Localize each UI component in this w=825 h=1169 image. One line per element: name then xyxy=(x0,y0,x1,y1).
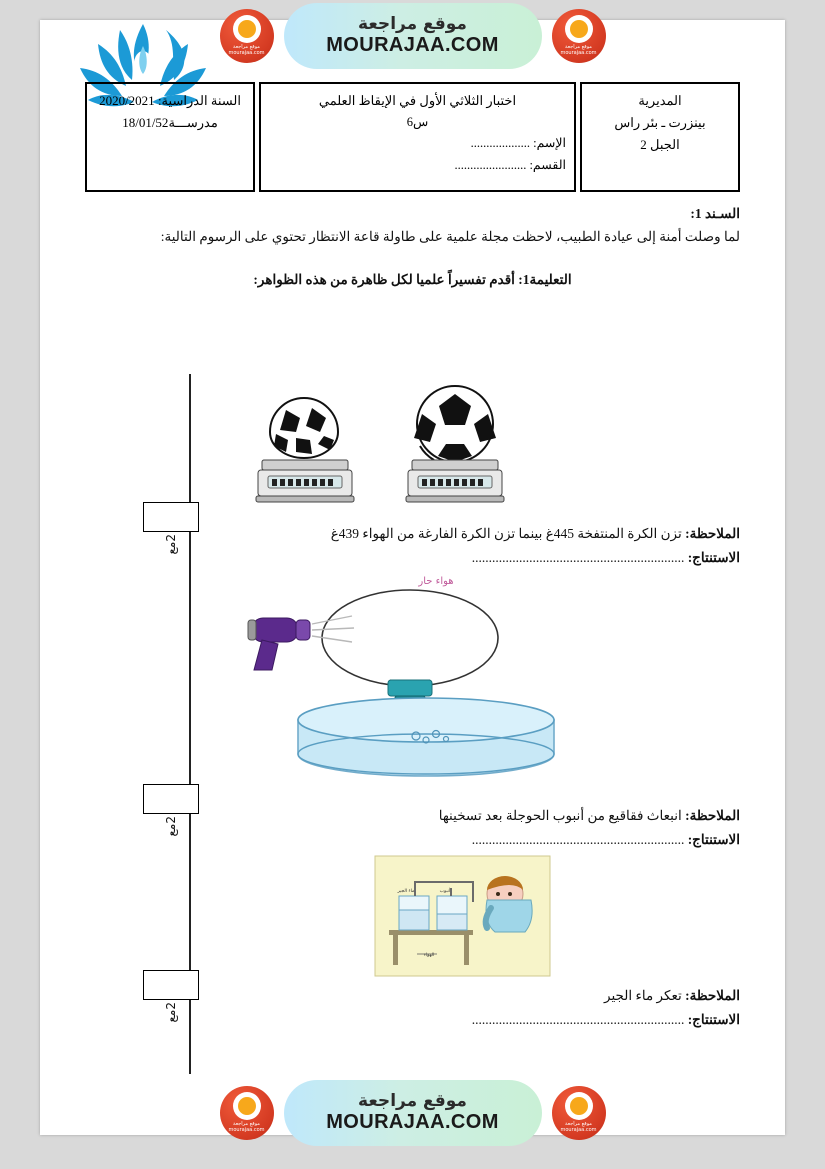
conclusion-dots-3[interactable]: ............................................................... xyxy=(471,1012,685,1028)
observation-label-3: الملاحظة: xyxy=(685,988,740,1003)
conclusion-line-3 xyxy=(205,1008,740,1032)
header-table xyxy=(85,82,740,192)
svg-text:الهواء: الهواء xyxy=(423,953,435,958)
mark-caption-3: 2مع xyxy=(164,1002,178,1023)
svg-text:هواء حار: هواء حار xyxy=(418,576,454,587)
observation-line-2 xyxy=(205,804,740,828)
watermark-arabic-bottom: موقع مراجعة xyxy=(358,1091,467,1112)
observation-text-2: انبعاث فقاقيع من أنبوب الحوجلة بعد تسخينها xyxy=(438,808,682,823)
watermark-logo-right-bottom-icon: موقع مراجعة mourajaa.com xyxy=(552,1086,606,1140)
mark-input-2[interactable] xyxy=(143,784,199,814)
watermark-logo-left-icon: موقع مراجعة mourajaa.com xyxy=(220,9,274,63)
mark-input-3[interactable] xyxy=(143,970,199,1000)
worksheet-content xyxy=(85,206,740,1065)
student-class-field[interactable]: القسم: ....................... xyxy=(454,157,566,172)
observation-block-1 xyxy=(205,522,740,571)
conclusion-label-2: الاستنتاج: xyxy=(687,832,740,848)
conclusion-label-3: الاستنتاج: xyxy=(687,1012,740,1028)
vertical-divider xyxy=(189,374,191,1074)
sanad-text: لما وصلت أمنة إلى عيادة الطبيب، لاحظت مجلة علمية على طاولة قاعة الانتظار تحتوي على الرسوم التالية: xyxy=(160,229,740,244)
school-year-label: السنة الدراسية: 2020/2021 xyxy=(99,93,241,108)
observation-block-2 xyxy=(205,804,740,853)
exam-title-line1: اختبار الثلاثي الأول في الإيقاظ العلمي xyxy=(318,93,517,108)
instruction-text: التعليمة1: أقدم تفسيراً علميا لكل ظاهرة من هذه الظواهر: xyxy=(253,271,572,287)
figure-balance-scales xyxy=(240,384,540,509)
mark-caption-2: 2مع xyxy=(164,816,178,837)
student-name-field[interactable]: الإسم: ................... xyxy=(470,136,566,151)
school-name-label: مدرســـة18/01/52 xyxy=(122,115,218,131)
figure-hairdryer-balloon xyxy=(240,568,620,803)
directorate-line3: الجبل 2 xyxy=(640,137,680,153)
directorate-line2: بينزرت ـ بئر راس xyxy=(614,115,706,131)
mark-box-item-2[interactable] xyxy=(143,784,199,840)
observation-text-3: تعكر ماء الجير xyxy=(604,988,682,1003)
conclusion-dots-1[interactable]: ............................................................... xyxy=(471,550,685,566)
header-school-year-cell xyxy=(85,82,255,192)
observation-line-1 xyxy=(205,522,740,546)
conclusion-line-1 xyxy=(205,546,740,570)
watermark-arabic-top: موقع مراجعة xyxy=(358,14,467,35)
conclusion-line-2 xyxy=(205,828,740,852)
mark-box-item-3[interactable] xyxy=(143,970,199,1026)
watermark-logo-right-icon: موقع مراجعة mourajaa.com xyxy=(552,9,606,63)
sanad-label: السـند 1: xyxy=(690,206,740,221)
svg-text:ماء الجير: ماء الجير xyxy=(397,889,415,894)
exam-title-line2: س6 xyxy=(406,115,429,130)
mark-caption-1: 2مع xyxy=(164,534,178,555)
observation-line-3 xyxy=(205,984,740,1008)
svg-text:أنبوب: أنبوب xyxy=(439,889,451,894)
mark-box-item-1[interactable] xyxy=(143,502,199,558)
figure-limewater-experiment xyxy=(375,856,550,976)
header-directorate-cell xyxy=(580,82,740,192)
watermark-english-bottom: MOURAJAA.COM xyxy=(326,1110,499,1133)
observation-block-3 xyxy=(205,984,740,1033)
observation-text-1: تزن الكرة المنتفخة 445غ بينما تزن الكرة الفارغة من الهواء 439غ xyxy=(330,526,682,541)
conclusion-dots-2[interactable]: ............................................................... xyxy=(471,832,685,848)
observation-label-1: الملاحظة: xyxy=(685,526,740,541)
directorate-line1: المديرية xyxy=(638,93,682,108)
header-exam-title-cell xyxy=(259,82,576,192)
mark-input-1[interactable] xyxy=(143,502,199,532)
conclusion-label-1: الاستنتاج: xyxy=(687,550,740,566)
watermark-logo-left-bottom-icon: موقع مراجعة mourajaa.com xyxy=(220,1086,274,1140)
worksheet-page xyxy=(40,20,785,1135)
observation-label-2: الملاحظة: xyxy=(685,808,740,823)
watermark-english-top: MOURAJAA.COM xyxy=(326,33,499,56)
